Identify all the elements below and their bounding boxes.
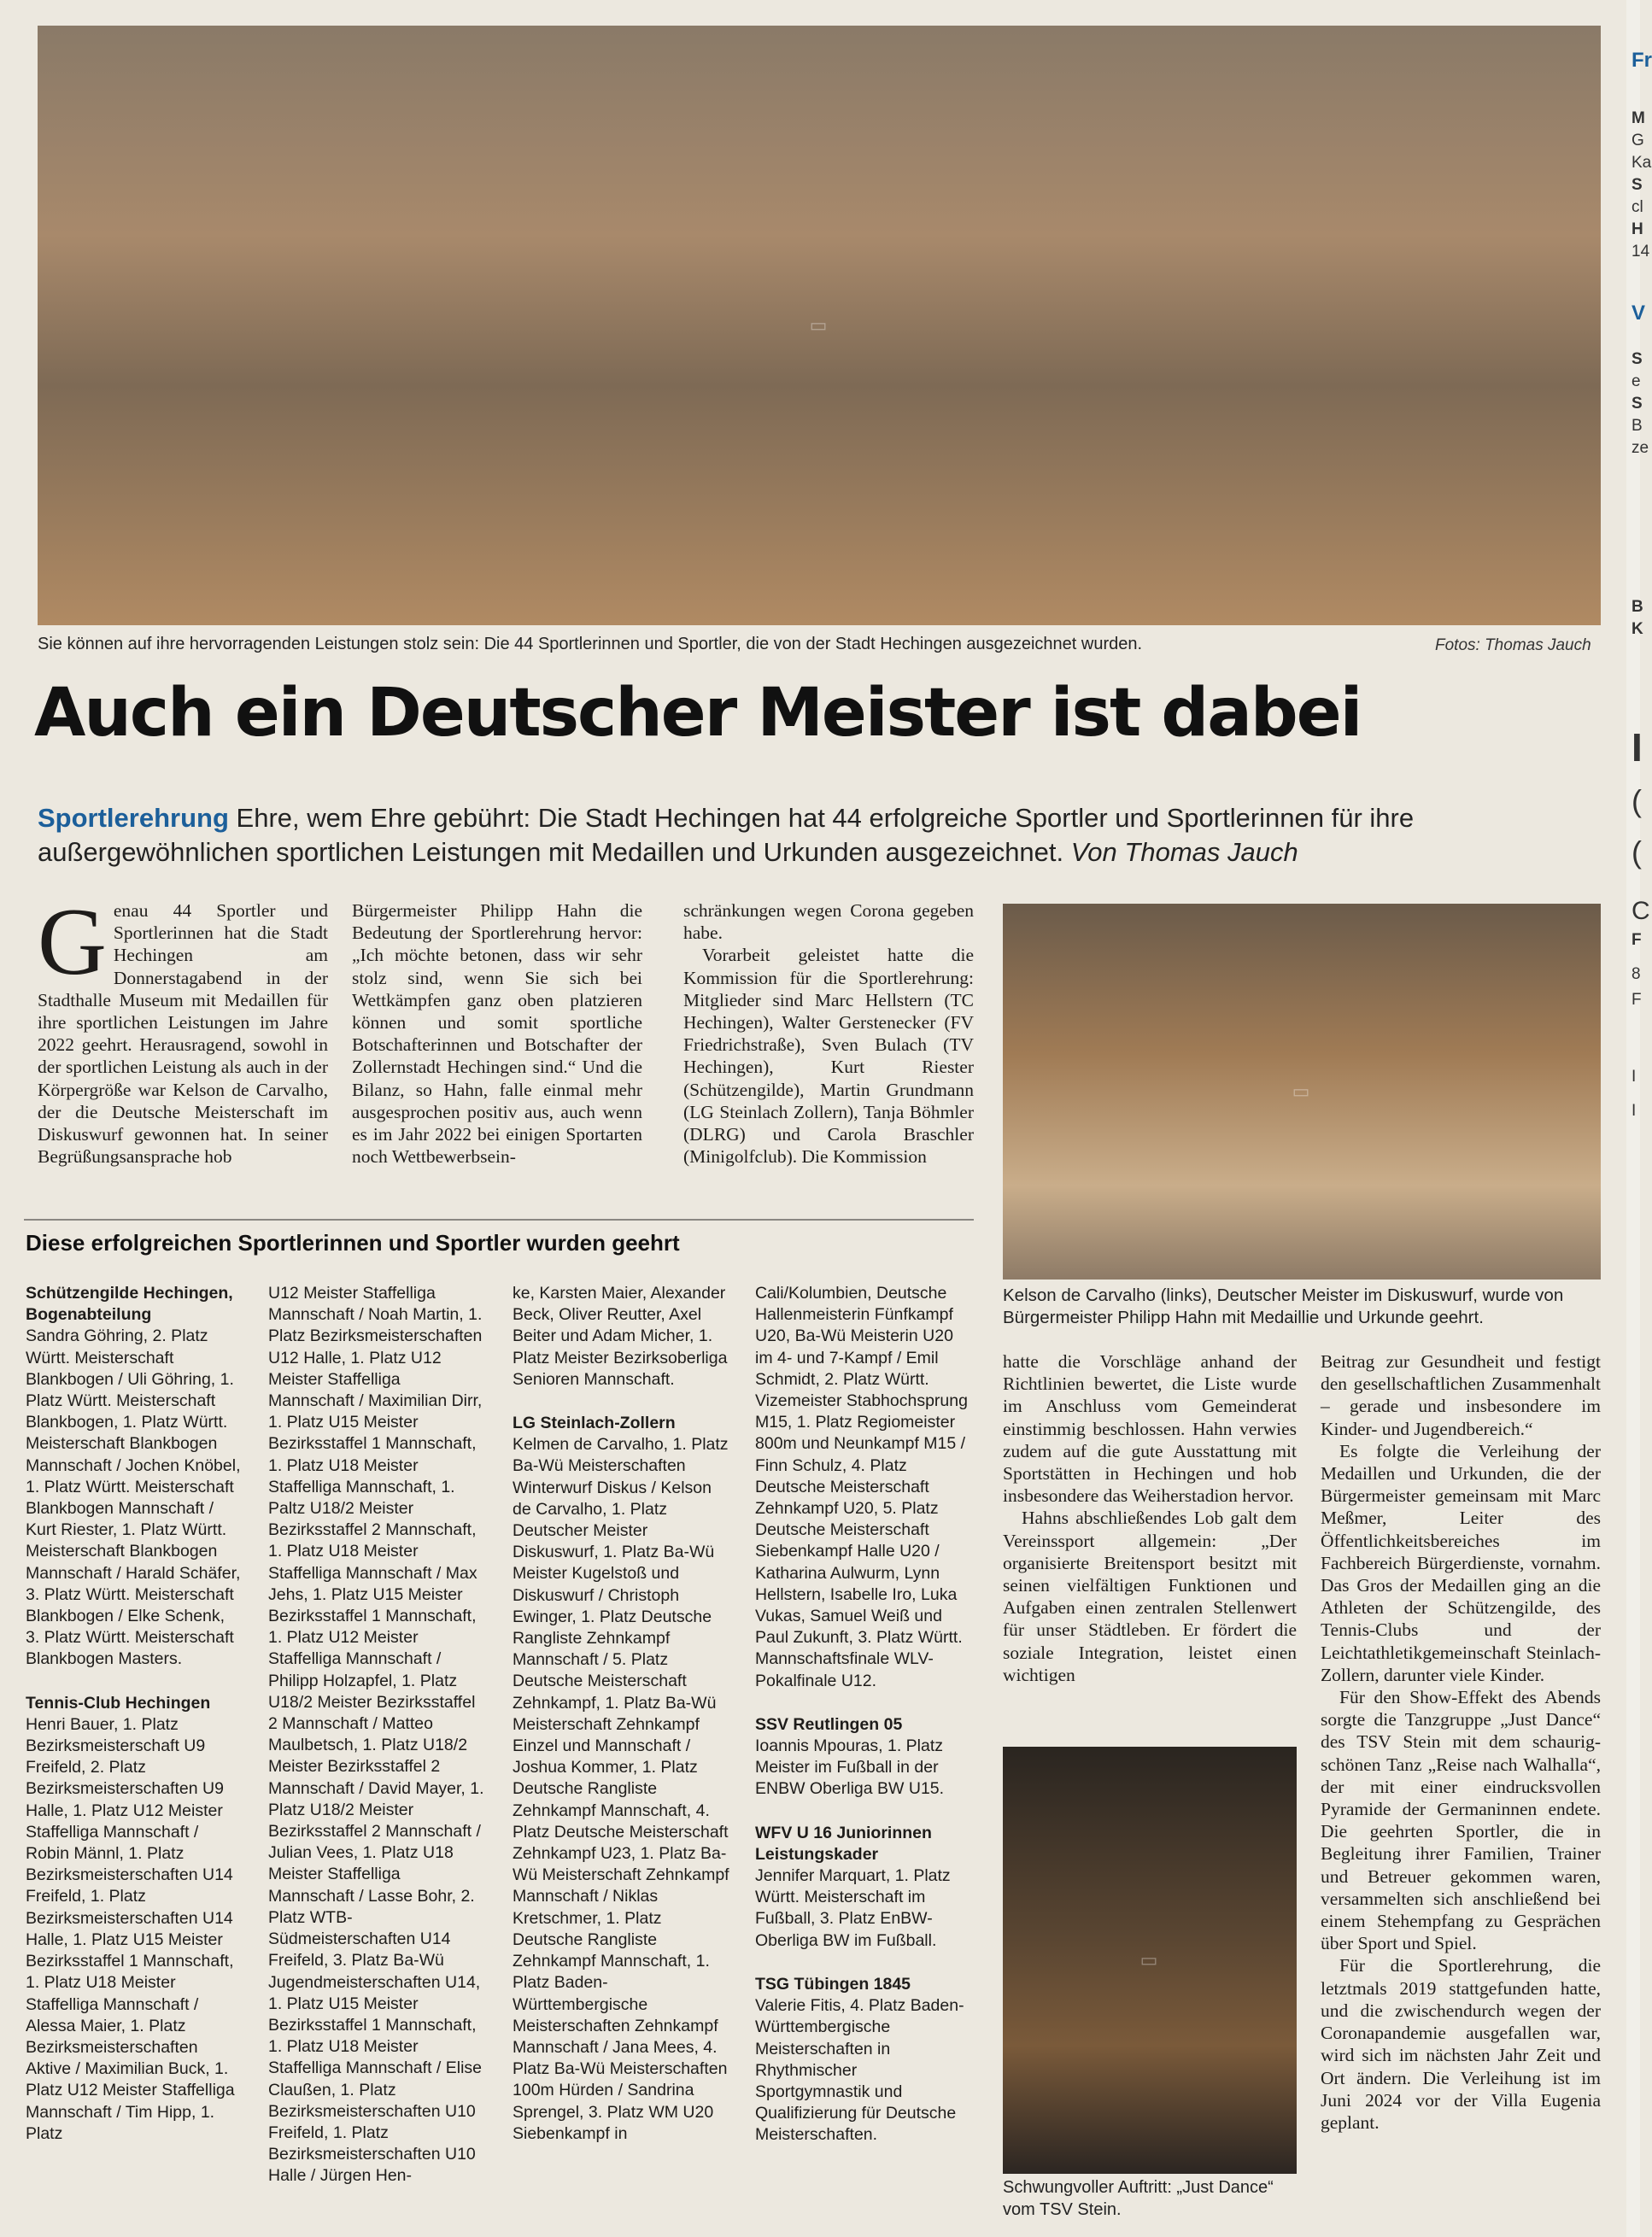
deck [38,801,1562,870]
group-photo-placeholder: ▭ [809,314,829,336]
article-col5-p2: Es folgte die Verleihung der Medaillen und Urkunden, die der Bürgermeister gemeinsam mit Marc Meßmer, Leiter des Öffentlichkeitsbereiches im Fachbereich Bürgerdienste, vornahm. Das Gros der Medaillen ging an die Athleten der Schützengilde, des Tennis-Clubs und der Leichtathletikgemeinschaft Steinlach-Zollern, darunter viele Kinder. [1321,1440,1601,1685]
group-photo-caption: Sie können auf ihre hervorragenden Leistungen stolz sein: Die 44 Sportlerinnen und Sportler, die von der Stadt Hechingen ausgezeichnet wurden. [38,635,1143,653]
edge-fragment: G [1631,132,1644,149]
dance-photo-placeholder: ▭ [1139,1949,1160,1971]
honoree-group [26,1693,241,2145]
article-col-4 [1003,1350,1297,1686]
edge-fragment: cl [1631,198,1643,216]
edge-fragment: ( [1631,834,1642,870]
honoree-group [755,1823,974,1952]
article-col3-p1: schränkungen wegen Corona gegeben habe. [683,900,974,944]
honoree-group [755,1714,974,1801]
edge-fragment: C [1631,897,1650,925]
edge-fragment: I [1631,725,1643,770]
deck-author: Von Thomas Jauch [1070,837,1298,867]
deck-text: Ehre, wem Ehre gebührt: Die Stadt Hechingen hat 44 erfolgreiche Sportler und Sportlerinnen für ihre außergewöhnlichen sportlichen Leistungen mit Medaillen und Urkunden ausgezeichnet. [38,803,1415,867]
group-photo [38,26,1601,625]
dance-photo [1003,1747,1297,2174]
article-col-3 [683,899,974,1168]
honorees-col-2 [268,1283,487,2187]
edge-fragment: 14 [1631,243,1650,261]
honoree-text: Ioannis Mpouras, 1. Platz Meister im Fußball in der ENBW Oberliga BW U15. [755,1736,945,1799]
club-name: WFV U 16 Juniorinnen Leistungskader [755,1823,932,1864]
club-name: Tennis-Club Hechingen [26,1693,211,1713]
portrait-caption: Kelson de Carvalho (links), Deutscher Meister im Diskuswurf, wurde von Bürgermeister Philipp Hahn mit Medaillie und Urkunde geehrt. [1003,1285,1564,1327]
edge-fragment: F [1631,991,1642,1009]
drop-cap: G [38,889,107,995]
deck-kicker: Sportlerehrung [38,803,229,833]
edge-fragment: ( [1631,783,1642,818]
edge-fragment: ze [1631,439,1649,457]
edge-fragment: S [1631,350,1643,368]
box-top-rule [24,1219,974,1221]
club-name: Schützengilde Hechingen, Bogenabteilung [26,1284,233,1325]
edge-fragment: Fr [1631,49,1652,72]
article-col5-p3: Für den Show-Effekt des Abends sorgte die Tanzgruppe „Just Dance“ des TSV Stein mit dem schaurig-schönen Tanz „Reise nach Walhalla“, der mit einer eindrucksvollen Pyramide der Germaninnen endete. Die geehrten Sportler, die in Begleitung ihrer Familien, Trainer und Betreuer gekommen waren, versammelten sich anschließend bei einem Stehempfang zu Gesprächen über Sport und Spiel. [1321,1687,1601,1954]
edge-fragment: B [1631,598,1643,616]
edge-fragment: 8 [1631,965,1641,983]
honoree-text: Cali/Kolumbien, Deutsche Hallenmeisterin Fünfkampf U20, Ba-Wü Meisterin U20 im 4- und 7-Kampf / Emil Schmidt, 2. Platz Württ. Vizemeister Stabhochsprung M15, 1. Platz Regiomeister 800m und Neunkampf M15 / Finn Schulz, 4. Platz Deutsche Meisterschaft Zehnkampf U20, 5. Platz Deutsche Meisterschaft Siebenkampf Halle U20 / Katharina Aulwurm, Lynn Hellstern, Isabelle Iro, Luka Vukas, Samuel Weiß und Paul Zukunft, 3. Platz Württ. Mannschaftsfinale WLV-Pokalfinale U12. [755,1284,968,1690]
honorees-col-1 [26,1283,241,2167]
edge-fragment: V [1631,302,1646,325]
article-col4-p1: hatte die Vorschläge anhand der Richtlinien bewertet, die Liste wurde im Anschluss vom Gemeinderat einstimmig beschlossen. Hahn verwies zudem auf die gute Ausstattung mit Sportstätten in Hechingen und hob insbesondere das Weiherstadion hervor. [1003,1351,1297,1507]
honoree-group [513,1413,729,2145]
honoree-text: Henri Bauer, 1. Platz Bezirksmeisterschaft U9 Freifeld, 2. Platz Bezirksmeisterschaften U9 Halle, 1. Platz U12 Meister Staffelliga Mannschaft / Robin Männl, 1. Platz Bezirksmeisterschaften U14 Freifeld, 1. Platz Bezirksmeisterschaften U14 Halle, 1. Platz U15 Meister Bezirksstaffel 1 Mannschaft, 1. Platz U18 Meister Staffelliga Mannschaft / Alessa Maier, 1. Platz Bezirksmeisterschaften Aktive / Maximilian Buck, 1. Platz U12 Meister Staffelliga Mannschaft / Tim Hipp, 1. Platz [26,1714,235,2143]
edge-fragment: S [1631,395,1643,413]
edge-fragment: F [1631,931,1642,949]
honoree-group [755,1283,974,1692]
neighbour-article-edge [1626,0,1652,2237]
edge-fragment: H [1631,220,1643,238]
edge-fragment: M [1631,109,1645,127]
honorees-col-4 [755,1283,974,2169]
portrait-photo-placeholder: ▭ [1292,1080,1312,1102]
honoree-text: Kelmen de Carvalho, 1. Platz Ba-Wü Meisterschaften Winterwurf Diskus / Kelson de Carvalho, 1. Platz Deutscher Meister Diskuswurf, 1. Platz Ba-Wü Meister Kugelstoß und Diskuswurf / Christoph Ewinger, 1. Platz Deutsche Rangliste Zehnkampf Mannschaft / 5. Platz Deutsche Meisterschaft Zehnkampf, 1. Platz Ba-Wü Meisterschaft Zehnkampf Einzel und Mannschaft / Joshua Kommer, 1. Platz Deutsche Rangliste Zehnkampf Mannschaft, 4. Platz Deutsche Meisterschaft Zehnkampf U23, 1. Platz Ba-Wü Meisterschaft Zehnkampf Mannschaft / Niklas Kretschmer, 1. Platz Deutsche Rangliste Zehnkampf Mannschaft, 1. Platz Baden-Württembergische Meisterschaften Zehnkampf Mannschaft / Jana Mees, 4. Platz Ba-Wü Meisterschaften 100m Hürden / Sandrina Sprengel, 3. Platz WM U20 Siebenkampf in [513,1435,729,2143]
honoree-text: Valerie Fitis, 4. Platz Baden-Württembergische Meisterschaften in Rhythmischer Sportgymnastik und Qualifizierung für Deutsche Meisterschaften. [755,1996,964,2145]
honoree-group [26,1283,241,1671]
article-col4-p2: Hahns abschließendes Lob galt dem Vereinssport allgemein: „Der organisierte Breitensport besitzt mit seinen vielfältigen Funktionen und Aufgaben einen zentralen Stellenwert für unser Städtleben. Er fördert die soziale Integration, leistet einen wichtigen [1003,1508,1297,1685]
article-col1-text: enau 44 Sportler und Sportlerinnen hat die Stadt Hechingen am Donnerstagabend in der Stadthalle Museum mit Medaillen für ihre sportlichen Leistungen im Jahre 2022 geehrt. Herausragend, sowohl in der sportlichen Leistung als auch in der Körpergröße war Kelson de Carvalho, der die Deutsche Meisterschaft im Diskuswurf gewonnen hat. In seiner Begrüßungsansprache hob [38,900,328,1168]
article-col5-p1: Beitrag zur Gesundheit und festigt den gesellschaftlichen Zusammenhalt – gerade und insbesondere im Kinder- und Jugendbereich.“ [1321,1351,1601,1439]
article-col2-text: Bürgermeister Philipp Hahn die Bedeutung der Sportlerehrung hervor: „Ich möchte betonen, dass wir sehr stolz sind, wenn Sie sich bei Wettkämpfen ganz oben platzieren können und somit sportliche Botschafterinnen und Botschafter der Zollernstadt Hechingen sind.“ Und die Bilanz, so Hahn, falle einmal mehr ausgesprochen positiv aus, auch wenn es im Jahr 2022 bei einigen Sportarten noch Wettbewerbsein- [352,900,642,1168]
edge-fragment: K [1631,620,1643,638]
photo-credit: Fotos: Thomas Jauch [1435,636,1591,654]
headline: Auch ein Deutscher Meister ist dabei [34,675,1362,752]
portrait-photo [1003,904,1601,1280]
article-col-5 [1321,1350,1601,2134]
club-name: LG Steinlach-Zollern [513,1414,676,1433]
honoree-group [513,1283,729,1391]
edge-fragment: B [1631,417,1643,435]
article-col3-p2: Vorarbeit geleistet hatte die Kommission für die Sportlerehrung: Mitglieder sind Marc Hellstern (TC Hechingen), Walter Gerstenecker (FV Friedrichstraße), Sven Bulach (TV Hechingen), Kurt Riester (Schützengilde), Martin Grundmann (LG Steinlach Zollern), Tanja Böhmler (DLRG) und Carola Braschler (Minigolfclub). Die Kommission [683,945,974,1168]
edge-fragment: e [1631,372,1641,390]
honoree-group [755,1974,974,2146]
honoree-text: U12 Meister Staffelliga Mannschaft / Noah Martin, 1. Platz Bezirksmeisterschaften U12 Halle, 1. Platz U12 Meister Staffelliga Mannschaft / Maximilian Dirr, 1. Platz U15 Meister Bezirksstaffel 1 Mannschaft, 1. Platz U18 Meister Staffelliga Mannschaft, 1. Paltz U18/2 Meister Bezirksstaffel 2 Mannschaft, 1. Platz U18 Meister Staffelliga Mannschaft / Max Jehs, 1. Platz U15 Meister Bezirksstaffel 1 Mannschaft, 1. Platz U12 Meister Staffelliga Mannschaft / Philipp Holzapfel, 1. Platz U18/2 Meister Bezirksstaffel 2 Mannschaft / Matteo Maulbetsch, 1. Platz U18/2 Meister Bezirksstaffel 2 Mannschaft / David Mayer, 1. Platz U18/2 Meister Bezirksstaffel 2 Mannschaft / Julian Vees, 1. Platz U18 Meister Staffelliga Mannschaft / Lasse Bohr, 2. Platz WTB-Südmeisterschaften U14 Freifeld, 3. Platz Ba-Wü Jugendmeisterschaften U14, 1. Platz U15 Meister Bezirksstaffel 1 Mannschaft, 1. Platz U18 Meister Staffelliga Mannschaft / Elise Claußen, 1. Platz Bezirksmeisterschaften U10 Freifeld, 1. Platz Bezirksmeisterschaften U10 Halle / Jürgen Hen- [268,1284,484,2186]
article-col-2 [352,899,642,1168]
honoree-text: Sandra Göhring, 2. Platz Württ. Meisterschaft Blankbogen / Uli Göhring, 1. Platz Württ. Meisterschaft Blankbogen, 1. Platz Württ. Meisterschaft Blankbogen Mannschaft / Jochen Knöbel, 1. Platz Württ. Meisterschaft Blankbogen Mannschaft / Kurt Riester, 1. Platz Württ. Meisterschaft Blankbogen Mannschaft / Harald Schäfer, 3. Platz Württ. Meisterschaft Blankbogen / Elke Schenk, 3. Platz Württ. Meisterschaft Blankbogen Masters. [26,1326,241,1669]
article-col5-p4: Für die Sportlerehrung, die letztmals 2019 stattgefunden hatte, und die zwischendurch wegen der Coronapandemie ausgefallen war, wird sich im nächsten Jahr Zeit und Ort ändern. Die Verleihung ist im Juni 2024 vor der Villa Eugenia geplant. [1321,1955,1601,2133]
edge-fragment: I [1631,1102,1637,1120]
edge-fragment: Ka [1631,154,1652,172]
edge-fragment: I [1631,1068,1637,1086]
honorees-title: Diese erfolgreichen Sportlerinnen und Sportler wurden geehrt [26,1230,680,1256]
club-name: SSV Reutlingen 05 [755,1714,903,1734]
article-col-1 [38,889,328,1168]
dance-caption: Schwungvoller Auftritt: „Just Dance“ vom TSV Stein. [1003,2178,1274,2219]
club-name: TSG Tübingen 1845 [755,1974,911,1994]
honoree-text: ke, Karsten Maier, Alexander Beck, Oliver Reutter, Axel Beiter und Adam Micher, 1. Platz Meister Bezirksoberliga Senioren Mannschaft. [513,1284,728,1389]
honorees-col-3 [513,1283,729,2167]
edge-fragment: S [1631,176,1643,194]
honoree-text: Jennifer Marquart, 1. Platz Württ. Meisterschaft im Fußball, 3. Platz EnBW-Oberliga BW im Fußball. [755,1866,951,1950]
